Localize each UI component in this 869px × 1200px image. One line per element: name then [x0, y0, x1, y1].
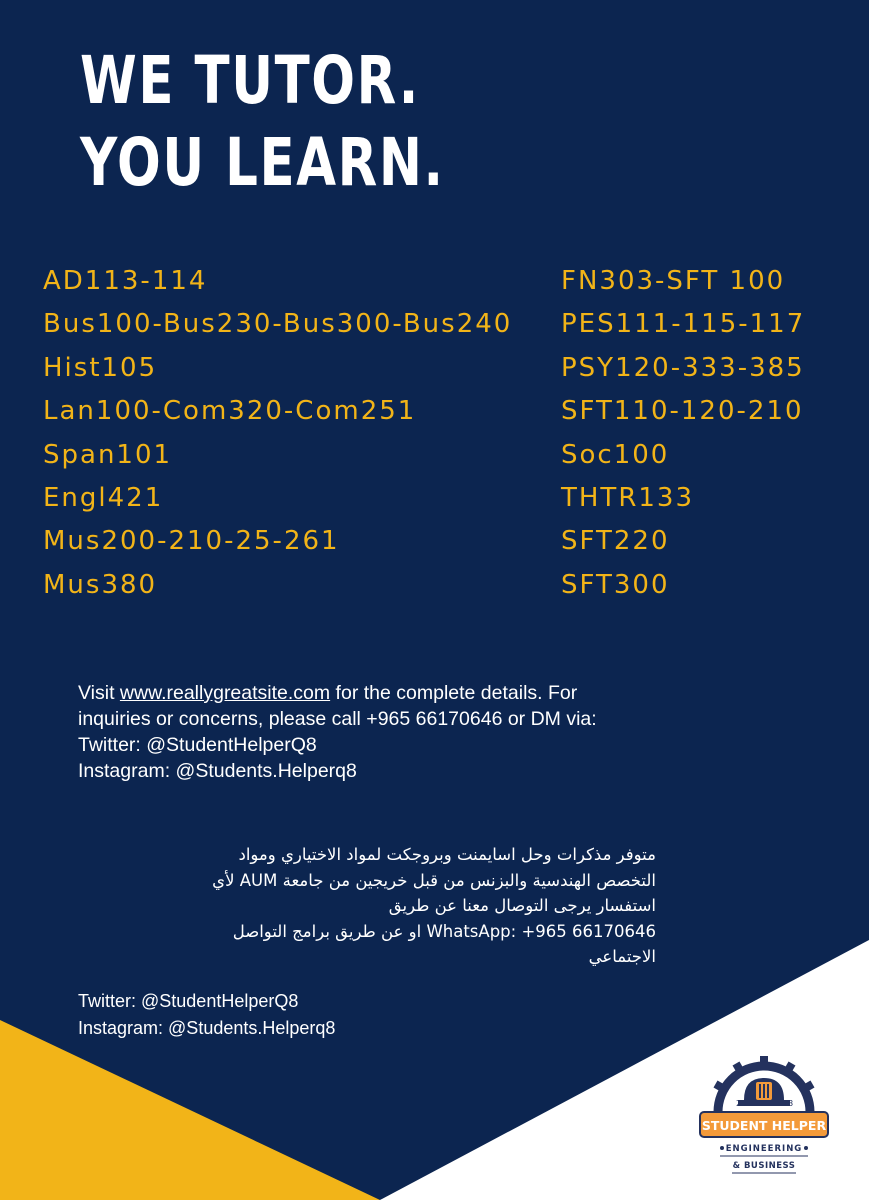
arabic-line-2: التخصص الهندسية والبزنس من قبل خريجين من جامعة AUM لأي [212, 870, 656, 890]
visit-prefix: Visit [78, 682, 120, 704]
course-item: Lan100-Com320-Com251 [43, 396, 417, 427]
logo-dot-left [720, 1146, 724, 1150]
contact-info [78, 680, 678, 784]
headline-line-1: WE TUTOR. [80, 42, 420, 119]
visit-suffix: for the complete details. For [330, 682, 578, 704]
logo-year-left: 20 [736, 1099, 747, 1108]
logo-name: STUDENT HELPER [701, 1118, 827, 1133]
headline [80, 40, 445, 204]
twitter-handle: Twitter: @StudentHelperQ8 [78, 991, 299, 1011]
logo-year-right: 23 [783, 1099, 794, 1108]
course-item: Hist105 [43, 352, 158, 383]
gear-hardhat-icon [686, 1040, 841, 1188]
course-list-right [561, 260, 805, 607]
arabic-line-4: WhatsApp: +965 66170646 او عن طريق برامج التواصل [232, 921, 656, 941]
hardhat-stripes [759, 1084, 769, 1098]
instagram-handle: Instagram: @Students.Helperq8 [78, 760, 357, 782]
headline-line-2: YOU LEARN. [80, 124, 445, 201]
course-item: Span101 [43, 439, 173, 470]
course-item: Bus100-Bus230-Bus300-Bus240 [43, 309, 513, 340]
course-item: PES111-115-117 [561, 309, 806, 340]
course-item: Mus200-210-25-261 [43, 526, 340, 557]
student-helper-logo [686, 1040, 841, 1188]
website-link[interactable]: www.reallygreatsite.com [119, 682, 331, 704]
course-item: AD113-114 [43, 266, 208, 296]
course-item: SFT220 [561, 526, 670, 557]
arabic-line-1: متوفر مذكرات وحل اسايمنت وبروجكت لمواد الاختياري ومواد [238, 845, 656, 864]
visit-line [78, 680, 678, 706]
social-handles [78, 988, 335, 1042]
arabic-description [60, 842, 656, 970]
twitter-handle: Twitter: @StudentHelperQ8 [78, 734, 317, 756]
course-item: FN303-SFT 100 [561, 266, 786, 296]
yellow-triangle [0, 1020, 380, 1200]
course-item: Soc100 [561, 439, 670, 470]
logo-sub-2: & BUSINESS [732, 1161, 796, 1171]
logo-dot-right [804, 1146, 808, 1150]
course-item: SFT110-120-210 [561, 396, 804, 427]
arabic-line-5: الاجتماعي [588, 947, 656, 966]
course-item: Mus380 [43, 569, 158, 600]
inquiries-line: inquiries or concerns, please call +965 66170646 or DM via: [78, 708, 597, 730]
course-item: PSY120-333-385 [561, 352, 805, 383]
course-list-left [43, 260, 512, 607]
arabic-line-3: استفسار يرجى التوصال معنا عن طريق [388, 896, 656, 915]
instagram-handle: Instagram: @Students.Helperq8 [78, 1018, 336, 1038]
logo-sub-1: ENGINEERING [725, 1144, 803, 1154]
course-item: SFT300 [561, 569, 670, 600]
course-item: THTR133 [561, 483, 695, 514]
course-item: Engl421 [43, 483, 164, 514]
